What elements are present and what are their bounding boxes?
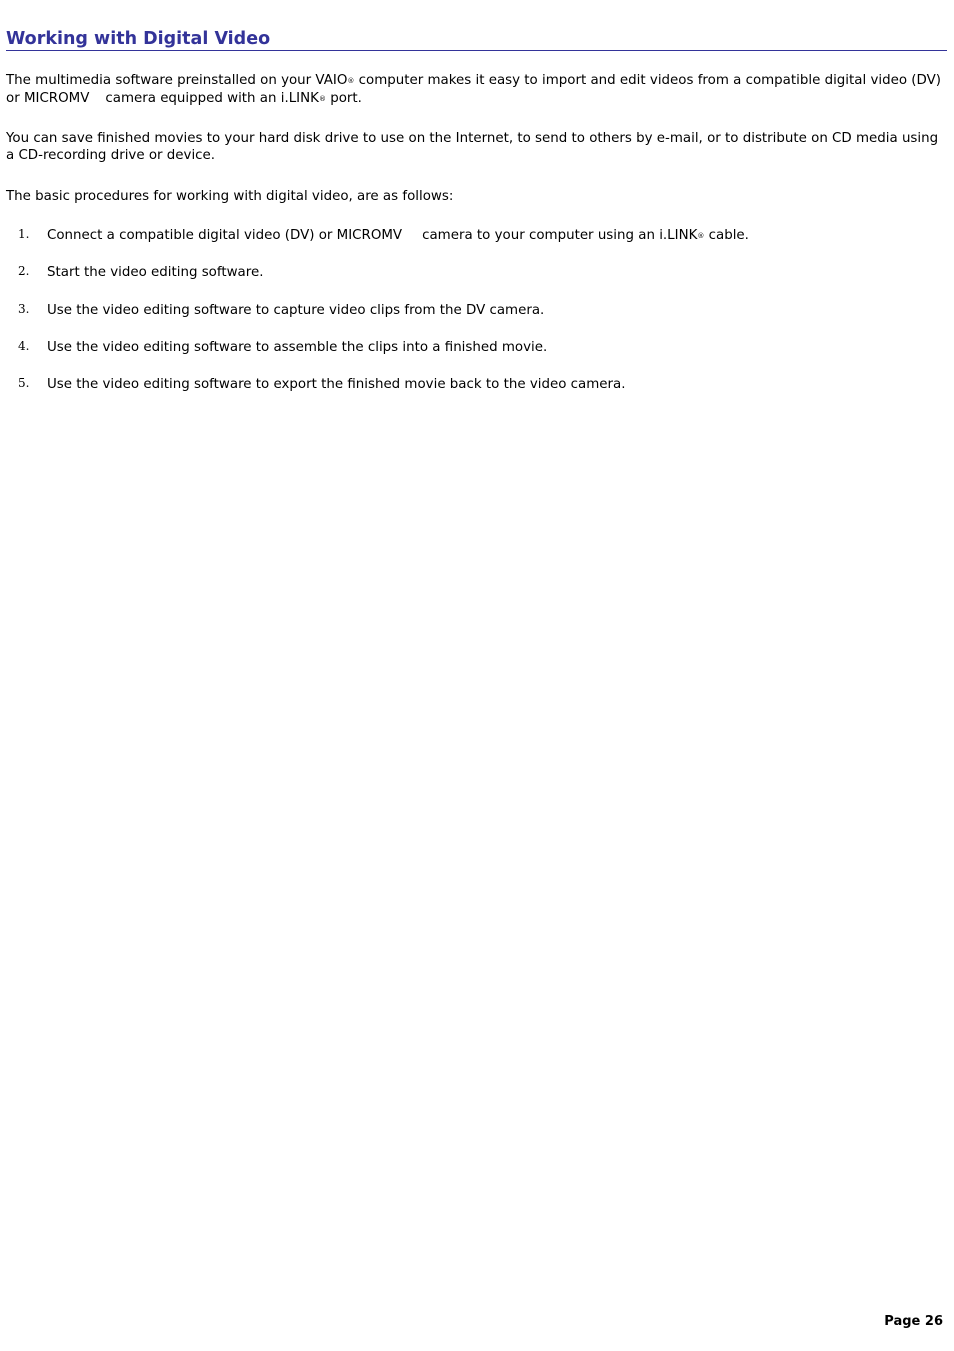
registered-mark: ® bbox=[347, 77, 355, 85]
page-number: Page 26 bbox=[884, 1314, 943, 1329]
list-number: 1. bbox=[18, 227, 30, 241]
registered-mark: ® bbox=[697, 232, 705, 240]
list-item bbox=[18, 301, 544, 319]
text: port. bbox=[325, 91, 362, 106]
list-number: 5. bbox=[18, 376, 30, 390]
text: Use the video editing software to capture video clips from the DV camera. bbox=[47, 303, 545, 318]
text: Use the video editing software to export the finished movie back to the video camera. bbox=[47, 377, 626, 392]
procedures-intro: The basic procedures for working with digital video, are as follows: bbox=[6, 189, 454, 204]
text: Connect a compatible digital video (DV) or MICROMV bbox=[47, 228, 403, 243]
text: computer makes it easy to import and edit videos from a compatible digital video (DV) or MICROMV bbox=[6, 73, 941, 106]
text: Use the video editing software to assemble the clips into a finished movie. bbox=[47, 340, 548, 355]
list-item bbox=[18, 226, 749, 245]
save-paragraph: You can save finished movies to your hard disk drive to use on the Internet, to send to others by e-mail, or to distribute on CD media using a CD-recording drive or device. bbox=[6, 131, 939, 163]
intro-paragraph bbox=[6, 72, 946, 108]
list-number: 2. bbox=[18, 264, 30, 278]
text: Start the video editing software. bbox=[47, 265, 264, 280]
list-item bbox=[18, 375, 625, 393]
text: camera equipped with an i.LINK bbox=[105, 91, 319, 106]
list-number: 3. bbox=[18, 302, 30, 316]
text: cable. bbox=[704, 228, 749, 243]
list-number: 4. bbox=[18, 339, 30, 353]
list-item bbox=[18, 338, 547, 356]
page-title: Working with Digital Video bbox=[6, 29, 947, 51]
text: camera to your computer using an i.LINK bbox=[422, 228, 698, 243]
text: The multimedia software preinstalled on your VAIO bbox=[6, 73, 348, 88]
registered-mark: ® bbox=[318, 95, 326, 103]
list-item bbox=[18, 263, 263, 281]
